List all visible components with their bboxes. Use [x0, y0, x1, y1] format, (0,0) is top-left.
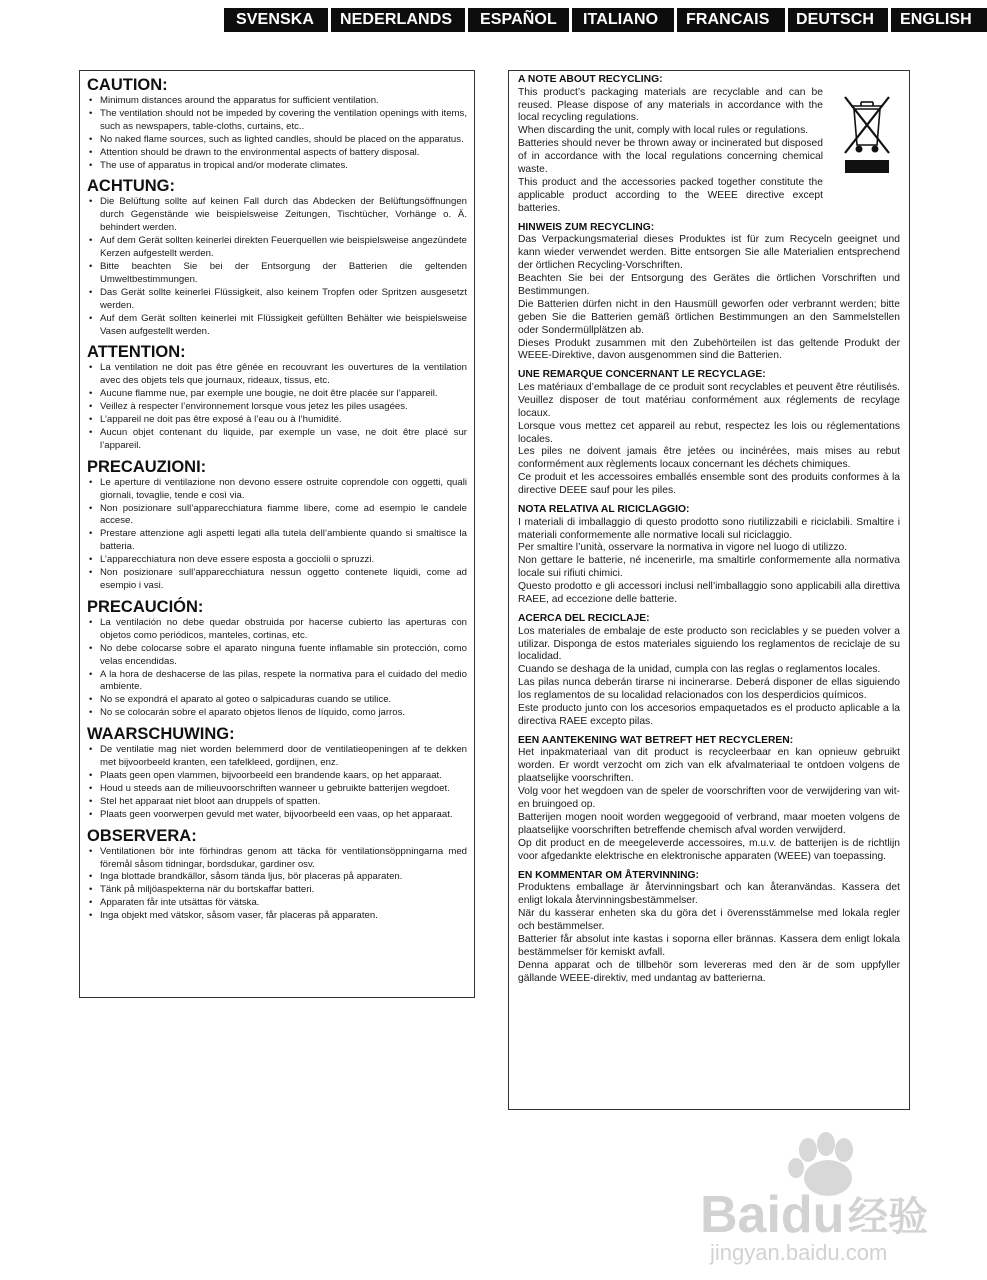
recycling-section: [518, 870, 900, 986]
list-item: • Auf dem Gerät sollten keinerlei direkten Feuerquellen wie beispielsweise angezündete Kerzen aufgestellt werden.: [87, 235, 467, 261]
list-item: • No naked flame sources, such as lighted candles, should be placed on the apparatus.: [87, 134, 467, 147]
list-item: • Aucun objet contenant du liquide, par exemple un vase, ne doit être placé sur l’appareil.: [87, 427, 467, 453]
paragraph: Op dit product en de meegeleverde accessoires, m.u.v. de batterijen is de richtlijn voor afgedankte elektrische en elektronische apparaten (WEEE) van toepassing.: [518, 837, 900, 862]
lang-separator: [328, 8, 331, 32]
list-item: • The use of apparatus in tropical and/or moderate climates.: [87, 160, 467, 173]
caution-list: [87, 617, 467, 720]
paragraph: Las pilas nunca deberán tirarse ni incinerarse. Deberá disponer de ellas siguiendo los reglamentos de su localidad relacionados con los desperdicios químicos.: [518, 677, 900, 702]
caution-section: [87, 598, 467, 720]
lang-label-italiano: ITALIANO: [583, 11, 659, 28]
paragraph: Lorsque vous mettez cet appareil au rebut, respectez les lois ou réglementations locales.: [518, 420, 900, 445]
paragraph: Die Batterien dürfen nicht in den Hausmüll geworfen oder verbrannt werden; bitte geben Sie die Batterien gemäß örtlichen Bestimmungen an den Sammelstellen oder Sondermüllplätzen ab.: [518, 298, 900, 336]
list-item: • Plaats geen voorwerpen gevuld met water, bijvoorbeeld een vaas, op het apparaat.: [87, 809, 467, 822]
list-item: • Ventilationen bör inte förhindras genom att täcka för ventilationsöppningarna med föremål såsom tidningar, bordsdukar, gardiner osv.: [87, 846, 467, 872]
caution-section: [87, 343, 467, 452]
caution-list: [87, 95, 467, 172]
section-title: ATTENTION:: [87, 343, 186, 362]
paragraph: This product’s packaging materials are recyclable and can be reused. Please dispose of any materials in accordance with the local recycling regulations.: [518, 86, 823, 124]
list-item: • No se colocarán sobre el aparato objetos llenos de líquido, como jarros.: [87, 707, 467, 720]
paragraph: Denna apparat och de tillbehör som levereras med den är de som uppfyller gällande WEEE-direktiv, med undantag av batterierna.: [518, 959, 900, 984]
recycling-sections: [518, 74, 900, 985]
section-title: WAARSCHUWING:: [87, 725, 235, 744]
caution-section: [87, 725, 467, 821]
watermark-chinese: 经验: [848, 1194, 928, 1240]
list-item: • La ventilation ne doit pas être gênée en recouvrant les ouvertures de la ventilation avec des objets tels que journaux, rideaux, tissus, etc.: [87, 362, 467, 388]
section-title: NOTA RELATIVA AL RICICLAGGIO:: [518, 504, 690, 516]
lang-label-deutsch: DEUTSCH: [796, 11, 875, 28]
section-title: PRECAUZIONI:: [87, 457, 207, 476]
caution-section: [87, 458, 467, 593]
paragraph: I materiali di imballaggio di questo prodotto sono riutilizzabili e riciclabili. Smaltire i materiali conformemente alle normative locali sul riciclaggio.: [518, 516, 900, 541]
paragraph: Ce produit et les accessoires emballés ensemble sont des produits conformes à la directive DEEE sauf pour les piles.: [518, 472, 900, 497]
paragraph: Beachten Sie bei der Entsorgung des Gerätes die örtlichen Vorschriften und Bestimmungen.: [518, 272, 900, 297]
list-item: • Plaats geen open vlammen, bijvoorbeeld een brandende kaars, op het apparaat.: [87, 770, 467, 783]
section-title: EEN AANTEKENING WAT BETREFT HET RECYCLEREN:: [518, 734, 794, 746]
section-title: UNE REMARQUE CONCERNANT LE RECYCLAGE:: [518, 369, 766, 381]
list-item: • Minimum distances around the apparatus for sufficient ventilation.: [87, 95, 467, 108]
list-item: • Auf dem Gerät sollten keinerlei mit Flüssigkeit gefüllten Behälter wie beispielsweise Vasen aufgestellt werden.: [87, 313, 467, 339]
recycling-box: [508, 70, 910, 1110]
caution-section: [87, 76, 467, 172]
paragraph: Produktens emballage är återvinningsbart och kan återanvändas. Kassera det enligt lokala återvinningsbestämmelser.: [518, 882, 900, 907]
list-item: • A la hora de deshacerse de las pilas, respete la normativa para el cuidado del medio ambiente.: [87, 669, 467, 695]
list-item: • Houd u steeds aan de milieuvoorschriften wanneer u gebruikte batterijen wegdoet.: [87, 783, 467, 796]
paragraph: Das Verpackungsmaterial dieses Produktes ist für zum Recyceln geeignet und kann wieder verwendet werden. Bitte entsorgen Sie alle Materialien entsprechend der örtlichen Recycling-Vorschriften.: [518, 234, 900, 272]
list-item: • Prestare attenzione agli aspetti legati alla tutela dell’ambiente quando si smaltisce la batteria.: [87, 528, 467, 554]
list-item: • De ventilatie mag niet worden belemmerd door de ventilatieopeningen af te dekken met bijvoorbeeld kranten, een tafelkleed, gordijnen, enz.: [87, 744, 467, 770]
list-item: • L’appareil ne doit pas être exposé à l’eau ou à l’humidité.: [87, 414, 467, 427]
recycling-section: [518, 222, 900, 364]
list-item: • Apparaten får inte utsättas för vätska.: [87, 897, 467, 910]
section-title: A NOTE ABOUT RECYCLING:: [518, 74, 663, 85]
crossed-out-wheelie-bin-icon: [841, 89, 893, 179]
list-item: • Non posizionare sull’apparecchiatura nessun oggetto contenete liquidi, come ad esempio i vasi.: [87, 567, 467, 593]
list-item: • Das Gerät sollte keinerlei Flüssigkeit, also keinem Tropfen oder Spritzen ausgesetzt werden.: [87, 287, 467, 313]
caution-list: [87, 744, 467, 821]
list-item: • Inga blottade brandkällor, såsom tända ljus, bör placeras på apparaten.: [87, 871, 467, 884]
list-item: • No debe colocarse sobre el aparato ninguna fuente inflamable sin protección, como velas encendidas.: [87, 643, 467, 669]
paragraph: Het inpakmateriaal van dit product is recycleerbaar en kan opnieuw gebruikt worden. Er wordt verzocht om zich van elk afvalmateriaal te ontdoen volgens de plaatselijke voorschriften.: [518, 747, 900, 785]
paragraph: Batterier får absolut inte kastas i soporna eller brännas. Kassera dem enligt lokala bestämmelser för kemiskt avfall.: [518, 933, 900, 958]
paragraph: When discarding the unit, comply with local rules or regulations.: [518, 125, 809, 137]
caution-section: [87, 827, 467, 923]
recycling-section: [518, 369, 900, 498]
list-item: • No se expondrá el aparato al goteo o salpicaduras cuando se utilice.: [87, 694, 467, 707]
list-item: • Attention should be drawn to the environmental aspects of battery disposal.: [87, 147, 467, 160]
paragraph: Volg voor het wegdoen van de speler de voorschriften voor de verwijdering van wit- en bruingoed op.: [518, 786, 900, 811]
section-title: CAUTION:: [87, 76, 168, 94]
paragraph: Los materiales de embalaje de este producto son reciclables y se pueden volver a utilizar. Disponga de estos materiales siguiendo los reglamentos de reciclaje de su localidad.: [518, 625, 900, 663]
caution-sections: [87, 76, 467, 923]
list-item: • Non posizionare sull’apparecchiatura fiamme libere, come ad esempio le candele accese.: [87, 503, 467, 529]
paragraph: Batterijen mogen nooit worden weggegooid of verbrand, maar moeten volgens de plaatselijke voorschriften betreffende chemisch afval worden verwijderd.: [518, 811, 900, 836]
section-title: OBSERVERA:: [87, 826, 197, 845]
paragraph: Batteries should never be thrown away or incinerated but disposed of in accordance with the local regulations concerning chemical waste.: [518, 138, 823, 176]
caution-list: [87, 477, 467, 593]
list-item: • The ventilation should not be impeded by covering the ventilation openings with items, such as newspapers, table-cloths, curtains, etc..: [87, 108, 467, 134]
lang-separator: [888, 8, 891, 32]
section-title: EN KOMMENTAR OM ÅTERVINNING:: [518, 869, 699, 881]
list-item: • Veillez à respecter l’environnement lorsque vous jetez les piles usagées.: [87, 401, 467, 414]
paragraph: Dieses Produkt zusammen mit den Zubehörteilen ist das geltende Produkt der WEEE-Direktive, davon ausgenommen sind die Batterien.: [518, 337, 900, 362]
list-item: • L’apparecchiatura non deve essere esposta a gocciolii o spruzzi.: [87, 554, 467, 567]
paragraph: Questo prodotto e gli accessori inclusi nell’imballaggio sono applicabili alla direttiva RAEE, ad eccezione delle batterie.: [518, 581, 900, 606]
baidu-watermark: [700, 1130, 940, 1265]
lang-separator: [785, 8, 788, 32]
lang-separator: [569, 8, 572, 32]
paragraph: This product and the accessories packed together constitute the applicable product according to the WEEE directive except batteries.: [518, 176, 823, 214]
watermark-url: jingyan.baidu.com: [710, 1240, 888, 1265]
caution-section: [87, 177, 467, 338]
paragraph: När du kasserar enheten ska du göra det i överensstämmelse med lokala regler och bestämmelser.: [518, 908, 900, 932]
section-title: ACERCA DEL RECICLAJE:: [518, 613, 650, 624]
caution-list: [87, 846, 467, 923]
lang-label-francais: FRANCAIS: [686, 11, 770, 28]
paragraph: Les matériaux d’emballage de ce produit sont recyclables et peuvent être réutilisés. Veuillez disposer de tout matériau conformément aux réglements de recylage locaux.: [518, 381, 900, 419]
paragraph: Non gettare le batterie, né incenerirle, ma smaltirle conformemente alla normativa locale sui rifiuti chimici.: [518, 555, 900, 580]
caution-box: [79, 70, 475, 998]
watermark-brand: Baidu: [700, 1186, 845, 1244]
section-title: HINWEIS ZUM RECYCLING:: [518, 221, 655, 233]
lang-label-svenska: SVENSKA: [236, 11, 315, 28]
paragraph: Cuando se deshaga de la unidad, cumpla con las reglas o reglamentos locales.: [518, 664, 881, 676]
paragraph: Les piles ne doivent jamais être jetées ou incinérées, mais mises au rebut conformément aux règlements locaux concernant les déchets chimiques.: [518, 446, 900, 471]
list-item: • La ventilación no debe quedar obstruida por hacerse cubierto las aperturas con objetos como periódicos, manteles, cortinas, etc.: [87, 617, 467, 643]
list-item: • Le aperture di ventilazione non devono essere ostruite coprendole con oggetti, quali giornali, tovaglie, tende e così via.: [87, 477, 467, 503]
language-header-bar: [224, 8, 987, 32]
caution-list: [87, 196, 467, 338]
list-item: • Tänk på miljöaspekterna när du bortskaffar batteri.: [87, 884, 467, 897]
lang-label-espanol: ESPAÑOL: [480, 11, 557, 28]
paragraph: Este producto junto con los accesorios empaquetados es el producto aplicable a la directiva RAEE excepto pilas.: [518, 703, 900, 727]
section-title: ACHTUNG:: [87, 177, 175, 196]
recycling-section: [518, 504, 900, 607]
recycling-section: [518, 613, 900, 729]
list-item: • Inga objekt med vätskor, såsom vaser, får placeras på apparaten.: [87, 910, 467, 923]
lang-label-nederlands: NEDERLANDS: [340, 11, 453, 28]
caution-list: [87, 362, 467, 452]
list-item: • Aucune flamme nue, par exemple une bougie, ne doit être placée sur l’appareil.: [87, 388, 467, 401]
list-item: • Stel het apparaat niet bloot aan druppels of spatten.: [87, 796, 467, 809]
section-title: PRECAUCIÓN:: [87, 597, 204, 616]
list-item: • Bitte beachten Sie bei der Entsorgung der Batterien die geltenden Umweltbestimmungen.: [87, 261, 467, 287]
list-item: • Die Belüftung sollte auf keinen Fall durch das Abdecken der Belüftungsöffnungen durch Gegenstände wie beispielsweise Zeitungen, Tischtücher, Vorhänge o. Ä. behindert werden.: [87, 196, 467, 235]
lang-label-english: ENGLISH: [900, 11, 972, 28]
lang-separator: [674, 8, 677, 32]
recycling-section: [518, 735, 900, 864]
lang-separator: [465, 8, 468, 32]
paragraph: Per smaltire l’unità, osservare la normativa in vigore nel luogo di utilizzo.: [518, 542, 848, 554]
